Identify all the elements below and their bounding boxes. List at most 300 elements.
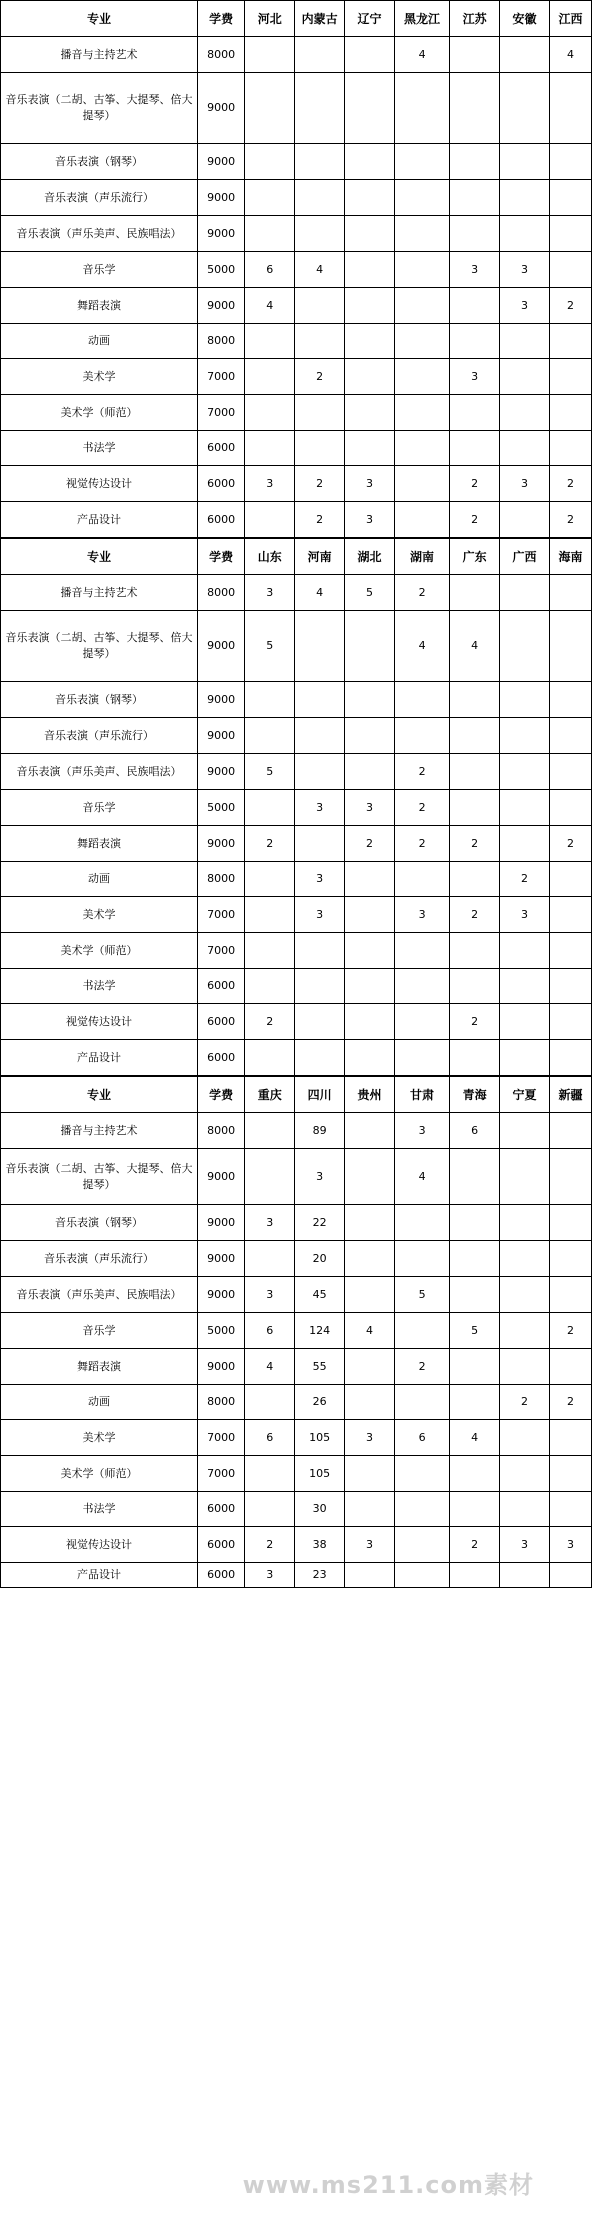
- count-cell: 2: [450, 1527, 500, 1563]
- count-cell: [450, 1040, 500, 1076]
- header-province: 贵州: [345, 1077, 395, 1113]
- header-province: 湖北: [345, 539, 395, 575]
- count-cell: 6: [245, 252, 295, 288]
- major-cell: 视觉传达设计: [1, 466, 198, 502]
- count-cell: [500, 1420, 550, 1456]
- count-cell: [500, 73, 550, 144]
- header-province: 广西: [500, 539, 550, 575]
- count-cell: [345, 395, 395, 431]
- count-cell: 23: [295, 1563, 345, 1588]
- fee-cell: 5000: [198, 790, 245, 826]
- header-province: 青海: [450, 1077, 500, 1113]
- major-cell: 播音与主持艺术: [1, 37, 198, 73]
- count-cell: [549, 1492, 591, 1527]
- count-cell: [345, 288, 395, 324]
- count-cell: [245, 502, 295, 538]
- fee-cell: 9000: [198, 1149, 245, 1205]
- count-cell: 2: [295, 359, 345, 395]
- count-cell: [295, 933, 345, 969]
- count-cell: [450, 1241, 500, 1277]
- fee-cell: 6000: [198, 1040, 245, 1076]
- major-cell: 视觉传达设计: [1, 1004, 198, 1040]
- count-cell: 124: [295, 1313, 345, 1349]
- table-row: [1, 1205, 592, 1241]
- count-cell: [345, 216, 395, 252]
- count-cell: [450, 1349, 500, 1385]
- count-cell: 105: [295, 1456, 345, 1492]
- count-cell: 4: [394, 611, 449, 682]
- count-cell: 3: [549, 1527, 591, 1563]
- fee-cell: 5000: [198, 252, 245, 288]
- major-cell: 音乐表演（声乐美声、民族唱法）: [1, 1277, 198, 1313]
- count-cell: [345, 1241, 395, 1277]
- table-row: [1, 1149, 592, 1205]
- major-cell: 产品设计: [1, 1040, 198, 1076]
- count-cell: [500, 1149, 550, 1205]
- table-row: [1, 216, 592, 252]
- count-cell: 4: [245, 1349, 295, 1385]
- count-cell: 2: [295, 466, 345, 502]
- table-row: [1, 359, 592, 395]
- count-cell: [394, 1313, 449, 1349]
- count-cell: 3: [295, 897, 345, 933]
- count-cell: [345, 1563, 395, 1588]
- count-cell: [450, 1385, 500, 1420]
- count-cell: [345, 682, 395, 718]
- major-cell: 舞蹈表演: [1, 826, 198, 862]
- header-province: 安徽: [500, 1, 550, 37]
- count-cell: [345, 1113, 395, 1149]
- table-row: [1, 431, 592, 466]
- count-cell: [549, 73, 591, 144]
- count-cell: [500, 790, 550, 826]
- count-cell: [549, 180, 591, 216]
- count-cell: [245, 1149, 295, 1205]
- watermark: www.ms211.com素材: [242, 2171, 534, 2199]
- count-cell: [549, 144, 591, 180]
- count-cell: [345, 611, 395, 682]
- count-cell: [394, 1205, 449, 1241]
- count-cell: [245, 897, 295, 933]
- header-province: 新疆: [549, 1077, 591, 1113]
- count-cell: [345, 754, 395, 790]
- table-row: [1, 73, 592, 144]
- header-province: 河北: [245, 1, 295, 37]
- count-cell: 26: [295, 1385, 345, 1420]
- major-cell: 音乐表演（二胡、古筝、大提琴、倍大提琴）: [1, 611, 198, 682]
- count-cell: [295, 395, 345, 431]
- table-row: [1, 466, 592, 502]
- count-cell: [394, 1040, 449, 1076]
- count-cell: [295, 288, 345, 324]
- count-cell: 2: [450, 502, 500, 538]
- count-cell: 6: [245, 1313, 295, 1349]
- count-cell: [500, 324, 550, 359]
- fee-cell: 6000: [198, 1004, 245, 1040]
- header-province: 山东: [245, 539, 295, 575]
- major-cell: 产品设计: [1, 502, 198, 538]
- count-cell: 3: [245, 466, 295, 502]
- count-cell: [345, 431, 395, 466]
- count-cell: [345, 1349, 395, 1385]
- fee-cell: 8000: [198, 575, 245, 611]
- count-cell: [549, 1040, 591, 1076]
- count-cell: [394, 431, 449, 466]
- fee-cell: 8000: [198, 862, 245, 897]
- count-cell: [345, 1149, 395, 1205]
- table-row: [1, 575, 592, 611]
- count-cell: [450, 180, 500, 216]
- major-cell: 美术学: [1, 1420, 198, 1456]
- count-cell: 2: [549, 826, 591, 862]
- table-row: [1, 144, 592, 180]
- major-cell: 书法学: [1, 969, 198, 1004]
- count-cell: [549, 1420, 591, 1456]
- count-cell: [450, 682, 500, 718]
- fee-cell: 7000: [198, 1456, 245, 1492]
- count-cell: [394, 1241, 449, 1277]
- fee-cell: 9000: [198, 826, 245, 862]
- enrollment-table: [0, 1076, 592, 1588]
- fee-cell: 7000: [198, 897, 245, 933]
- count-cell: [295, 969, 345, 1004]
- count-cell: 3: [245, 1205, 295, 1241]
- count-cell: 2: [500, 1385, 550, 1420]
- header-province: 重庆: [245, 1077, 295, 1113]
- count-cell: 2: [450, 826, 500, 862]
- fee-cell: 8000: [198, 1385, 245, 1420]
- count-cell: [245, 395, 295, 431]
- count-cell: [549, 395, 591, 431]
- count-cell: 4: [549, 37, 591, 73]
- count-cell: [450, 575, 500, 611]
- count-cell: [450, 1205, 500, 1241]
- fee-cell: 9000: [198, 1277, 245, 1313]
- count-cell: [245, 216, 295, 252]
- fee-cell: 6000: [198, 466, 245, 502]
- count-cell: [450, 431, 500, 466]
- count-cell: [450, 73, 500, 144]
- count-cell: [394, 682, 449, 718]
- major-cell: 美术学: [1, 359, 198, 395]
- fee-cell: 9000: [198, 611, 245, 682]
- table-row: [1, 1040, 592, 1076]
- count-cell: [450, 1456, 500, 1492]
- count-cell: [500, 359, 550, 395]
- count-cell: [394, 1527, 449, 1563]
- count-cell: [245, 324, 295, 359]
- fee-cell: 6000: [198, 431, 245, 466]
- count-cell: 4: [245, 288, 295, 324]
- count-cell: [295, 826, 345, 862]
- count-cell: [500, 611, 550, 682]
- count-cell: [549, 1456, 591, 1492]
- count-cell: 2: [450, 466, 500, 502]
- count-cell: [500, 502, 550, 538]
- count-cell: 5: [450, 1313, 500, 1349]
- header-province: 四川: [295, 1077, 345, 1113]
- count-cell: [345, 1004, 395, 1040]
- table-row: [1, 1113, 592, 1149]
- table-row: [1, 1527, 592, 1563]
- count-cell: 3: [394, 1113, 449, 1149]
- fee-cell: 9000: [198, 180, 245, 216]
- count-cell: [245, 718, 295, 754]
- count-cell: [500, 1313, 550, 1349]
- count-cell: [500, 1241, 550, 1277]
- count-cell: [549, 1149, 591, 1205]
- count-cell: 45: [295, 1277, 345, 1313]
- count-cell: 3: [345, 502, 395, 538]
- count-cell: [394, 216, 449, 252]
- table-row: [1, 324, 592, 359]
- count-cell: [345, 969, 395, 1004]
- count-cell: [450, 790, 500, 826]
- count-cell: 2: [394, 575, 449, 611]
- header-province: 海南: [549, 539, 591, 575]
- count-cell: 22: [295, 1205, 345, 1241]
- major-cell: 动画: [1, 1385, 198, 1420]
- major-cell: 美术学（师范）: [1, 395, 198, 431]
- count-cell: [500, 1113, 550, 1149]
- count-cell: [394, 718, 449, 754]
- count-cell: [345, 180, 395, 216]
- table-row: [1, 969, 592, 1004]
- count-cell: [245, 1492, 295, 1527]
- table-row: [1, 252, 592, 288]
- table-row: [1, 933, 592, 969]
- fee-cell: 5000: [198, 1313, 245, 1349]
- count-cell: [549, 969, 591, 1004]
- fee-cell: 7000: [198, 395, 245, 431]
- count-cell: 3: [345, 466, 395, 502]
- count-cell: [500, 1492, 550, 1527]
- fee-cell: 8000: [198, 1113, 245, 1149]
- major-cell: 动画: [1, 862, 198, 897]
- major-cell: 音乐表演（钢琴）: [1, 144, 198, 180]
- table-row: [1, 790, 592, 826]
- count-cell: [295, 73, 345, 144]
- count-cell: 3: [394, 897, 449, 933]
- fee-cell: 8000: [198, 37, 245, 73]
- count-cell: [245, 1241, 295, 1277]
- count-cell: [345, 252, 395, 288]
- count-cell: [394, 502, 449, 538]
- count-cell: 2: [450, 1004, 500, 1040]
- major-cell: 音乐表演（钢琴）: [1, 1205, 198, 1241]
- count-cell: [345, 1277, 395, 1313]
- count-cell: [345, 933, 395, 969]
- count-cell: 2: [549, 1313, 591, 1349]
- count-cell: [345, 718, 395, 754]
- count-cell: 2: [394, 754, 449, 790]
- fee-cell: 9000: [198, 1205, 245, 1241]
- count-cell: 3: [450, 252, 500, 288]
- count-cell: [450, 288, 500, 324]
- table-row: [1, 826, 592, 862]
- count-cell: [345, 73, 395, 144]
- count-cell: 2: [394, 826, 449, 862]
- count-cell: [549, 324, 591, 359]
- header-major: 专业: [1, 1077, 198, 1113]
- table-row: [1, 1456, 592, 1492]
- table-row: [1, 1313, 592, 1349]
- count-cell: 3: [345, 1527, 395, 1563]
- count-cell: [394, 862, 449, 897]
- count-cell: [549, 1277, 591, 1313]
- count-cell: [500, 431, 550, 466]
- count-cell: 5: [245, 754, 295, 790]
- count-cell: [549, 933, 591, 969]
- count-cell: [450, 395, 500, 431]
- count-cell: [245, 359, 295, 395]
- fee-cell: 9000: [198, 144, 245, 180]
- count-cell: 3: [245, 1563, 295, 1588]
- major-cell: 音乐表演（声乐流行）: [1, 718, 198, 754]
- count-cell: 3: [245, 575, 295, 611]
- count-cell: [500, 826, 550, 862]
- table-row: [1, 37, 592, 73]
- count-cell: [394, 359, 449, 395]
- count-cell: [345, 897, 395, 933]
- count-cell: 3: [500, 252, 550, 288]
- count-cell: [345, 862, 395, 897]
- count-cell: [345, 1205, 395, 1241]
- count-cell: [245, 969, 295, 1004]
- major-cell: 视觉传达设计: [1, 1527, 198, 1563]
- table-row: [1, 1277, 592, 1313]
- count-cell: [549, 1241, 591, 1277]
- count-cell: [394, 288, 449, 324]
- fee-cell: 6000: [198, 1527, 245, 1563]
- fee-cell: 9000: [198, 73, 245, 144]
- count-cell: 89: [295, 1113, 345, 1149]
- count-cell: 3: [295, 862, 345, 897]
- major-cell: 书法学: [1, 431, 198, 466]
- header-fee: 学费: [198, 539, 245, 575]
- header-province: 广东: [450, 539, 500, 575]
- header-province: 辽宁: [345, 1, 395, 37]
- header-province: 湖南: [394, 539, 449, 575]
- count-cell: [295, 1040, 345, 1076]
- fee-cell: 7000: [198, 1420, 245, 1456]
- major-cell: 产品设计: [1, 1563, 198, 1588]
- count-cell: [500, 682, 550, 718]
- table-row: [1, 288, 592, 324]
- header-major: 专业: [1, 539, 198, 575]
- count-cell: [295, 431, 345, 466]
- count-cell: [245, 1385, 295, 1420]
- count-cell: 6: [394, 1420, 449, 1456]
- table-row: [1, 1241, 592, 1277]
- count-cell: [345, 1040, 395, 1076]
- count-cell: [245, 431, 295, 466]
- count-cell: 3: [345, 790, 395, 826]
- enrollment-table: [0, 0, 592, 538]
- count-cell: 3: [500, 466, 550, 502]
- count-cell: [549, 718, 591, 754]
- count-cell: [245, 790, 295, 826]
- count-cell: [500, 144, 550, 180]
- header-province: 内蒙古: [295, 1, 345, 37]
- table-row: [1, 1385, 592, 1420]
- fee-cell: 6000: [198, 1563, 245, 1588]
- count-cell: 6: [245, 1420, 295, 1456]
- count-cell: [245, 1040, 295, 1076]
- count-cell: [549, 252, 591, 288]
- count-cell: 2: [394, 790, 449, 826]
- count-cell: [394, 395, 449, 431]
- table-row: [1, 1492, 592, 1527]
- fee-cell: 9000: [198, 288, 245, 324]
- count-cell: 20: [295, 1241, 345, 1277]
- count-cell: [500, 754, 550, 790]
- count-cell: [500, 395, 550, 431]
- count-cell: [450, 1492, 500, 1527]
- count-cell: [500, 1040, 550, 1076]
- fee-cell: 9000: [198, 216, 245, 252]
- count-cell: [500, 933, 550, 969]
- fee-cell: 9000: [198, 682, 245, 718]
- table-header-row: [1, 539, 592, 575]
- header-province: 黑龙江: [394, 1, 449, 37]
- count-cell: [549, 1004, 591, 1040]
- count-cell: [345, 1456, 395, 1492]
- count-cell: 4: [295, 575, 345, 611]
- major-cell: 动画: [1, 324, 198, 359]
- count-cell: [500, 969, 550, 1004]
- fee-cell: 6000: [198, 969, 245, 1004]
- header-fee: 学费: [198, 1, 245, 37]
- table-row: [1, 754, 592, 790]
- count-cell: [500, 1004, 550, 1040]
- count-cell: [295, 682, 345, 718]
- count-cell: [549, 754, 591, 790]
- major-cell: 音乐表演（二胡、古筝、大提琴、倍大提琴）: [1, 73, 198, 144]
- table-row: [1, 611, 592, 682]
- count-cell: [500, 1349, 550, 1385]
- count-cell: [295, 144, 345, 180]
- count-cell: [345, 359, 395, 395]
- count-cell: [245, 682, 295, 718]
- count-cell: [295, 1004, 345, 1040]
- count-cell: [394, 466, 449, 502]
- count-cell: [500, 37, 550, 73]
- major-cell: 音乐表演（声乐流行）: [1, 180, 198, 216]
- count-cell: [345, 1492, 395, 1527]
- count-cell: [500, 1563, 550, 1588]
- count-cell: [450, 324, 500, 359]
- count-cell: [500, 1277, 550, 1313]
- count-cell: 2: [549, 502, 591, 538]
- table-row: [1, 395, 592, 431]
- count-cell: [549, 1113, 591, 1149]
- table-row: [1, 897, 592, 933]
- count-cell: [500, 216, 550, 252]
- count-cell: [295, 37, 345, 73]
- count-cell: 4: [450, 611, 500, 682]
- count-cell: [549, 790, 591, 826]
- count-cell: 2: [549, 1385, 591, 1420]
- major-cell: 音乐表演（钢琴）: [1, 682, 198, 718]
- count-cell: [549, 1563, 591, 1588]
- table-row: [1, 1420, 592, 1456]
- count-cell: 3: [450, 359, 500, 395]
- count-cell: [450, 1149, 500, 1205]
- count-cell: [345, 1385, 395, 1420]
- count-cell: [394, 1004, 449, 1040]
- fee-cell: 9000: [198, 1241, 245, 1277]
